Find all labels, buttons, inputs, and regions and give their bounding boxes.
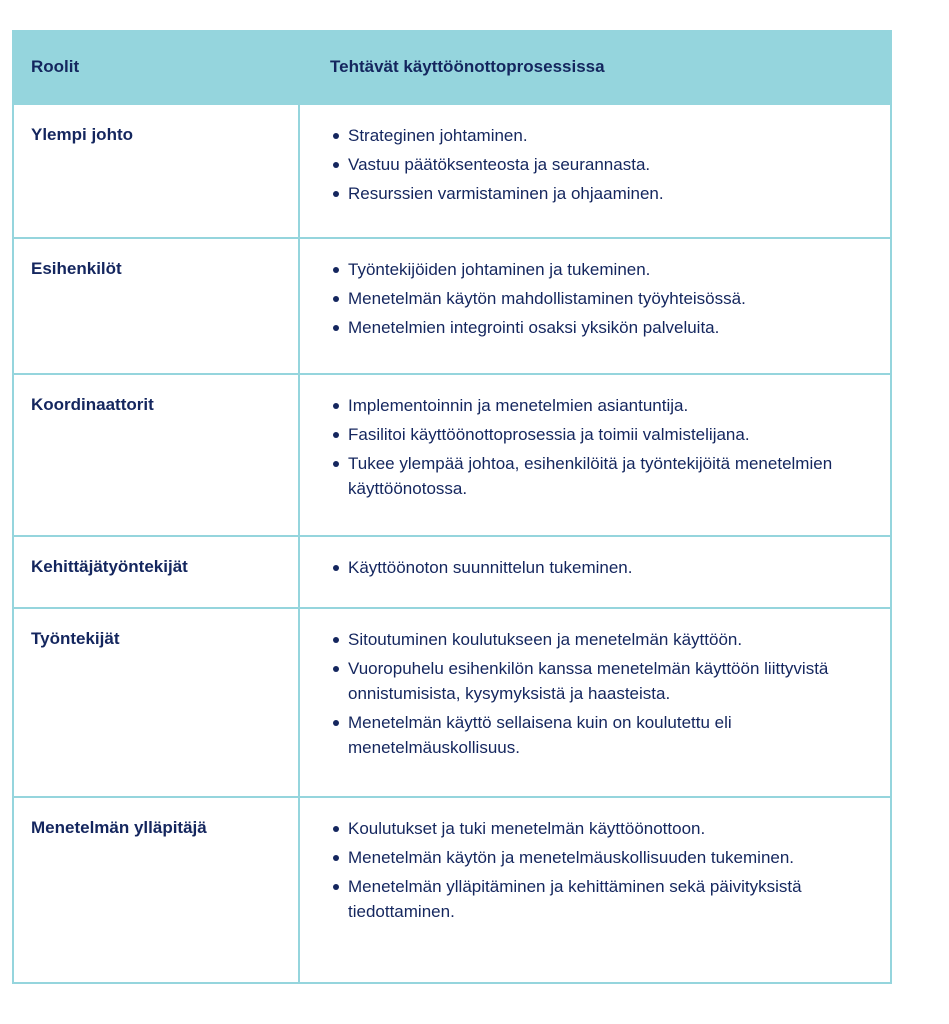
- table-row: [14, 237, 890, 373]
- table-row: [14, 535, 890, 607]
- role-cell: Koordinaattorit: [14, 375, 300, 535]
- list-item: Vuoropuhelu esihenkilön kanssa menetelmän käyttöön liittyvistä onnistumisista, kysymyksistä ja haasteista.: [330, 656, 878, 706]
- header-tasks: Tehtävät käyttöönottoprosessissa: [330, 56, 605, 76]
- role-cell: Esihenkilöt: [14, 239, 300, 373]
- list-item: Menetelmän käyttö sellaisena kuin on koulutettu eli menetelmäuskollisuus.: [330, 710, 848, 760]
- table-row: [14, 607, 890, 796]
- roles-table: [12, 30, 892, 984]
- list-item: Menetelmän käytön mahdollistaminen työyhteisössä.: [330, 286, 890, 311]
- tasks-cell: [300, 239, 890, 373]
- role-cell: Työntekijät: [14, 609, 300, 796]
- list-item: Käyttöönoton suunnittelun tukeminen.: [330, 555, 890, 580]
- list-item: Työntekijöiden johtaminen ja tukeminen.: [330, 257, 890, 282]
- table-row: [14, 373, 890, 535]
- list-item: Koulutukset ja tuki menetelmän käyttöönottoon.: [330, 816, 890, 841]
- list-item: Menetelmän ylläpitäminen ja kehittäminen sekä päivityksistä tiedottaminen.: [330, 874, 828, 924]
- table-row: [14, 103, 890, 237]
- list-item: Menetelmien integrointi osaksi yksikön palveluita.: [330, 315, 890, 340]
- list-item: Sitoutuminen koulutukseen ja menetelmän käyttöön.: [330, 627, 890, 652]
- role-cell: Ylempi johto: [14, 105, 300, 237]
- tasks-cell: [300, 105, 890, 237]
- list-item: Tukee ylempää johtoa, esihenkilöitä ja työntekijöitä menetelmien käyttöönotossa.: [330, 451, 838, 501]
- list-item: Vastuu päätöksenteosta ja seurannasta.: [330, 152, 890, 177]
- tasks-cell: [300, 609, 890, 796]
- tasks-cell: [300, 375, 890, 535]
- list-item: Strateginen johtaminen.: [330, 123, 890, 148]
- list-item: Menetelmän käytön ja menetelmäuskollisuuden tukeminen.: [330, 845, 818, 870]
- role-cell: Kehittäjätyöntekijät: [14, 537, 300, 607]
- header-roles: Roolit: [31, 56, 80, 76]
- list-item: Resurssien varmistaminen ja ohjaaminen.: [330, 181, 890, 206]
- list-item: Implementoinnin ja menetelmien asiantuntija.: [330, 393, 890, 418]
- list-item: Fasilitoi käyttöönottoprosessia ja toimii valmistelijana.: [330, 422, 890, 447]
- tasks-cell: [300, 798, 890, 982]
- tasks-cell: [300, 537, 890, 607]
- role-cell: Menetelmän ylläpitäjä: [14, 798, 300, 982]
- table-header: [14, 30, 890, 103]
- table-row: [14, 796, 890, 982]
